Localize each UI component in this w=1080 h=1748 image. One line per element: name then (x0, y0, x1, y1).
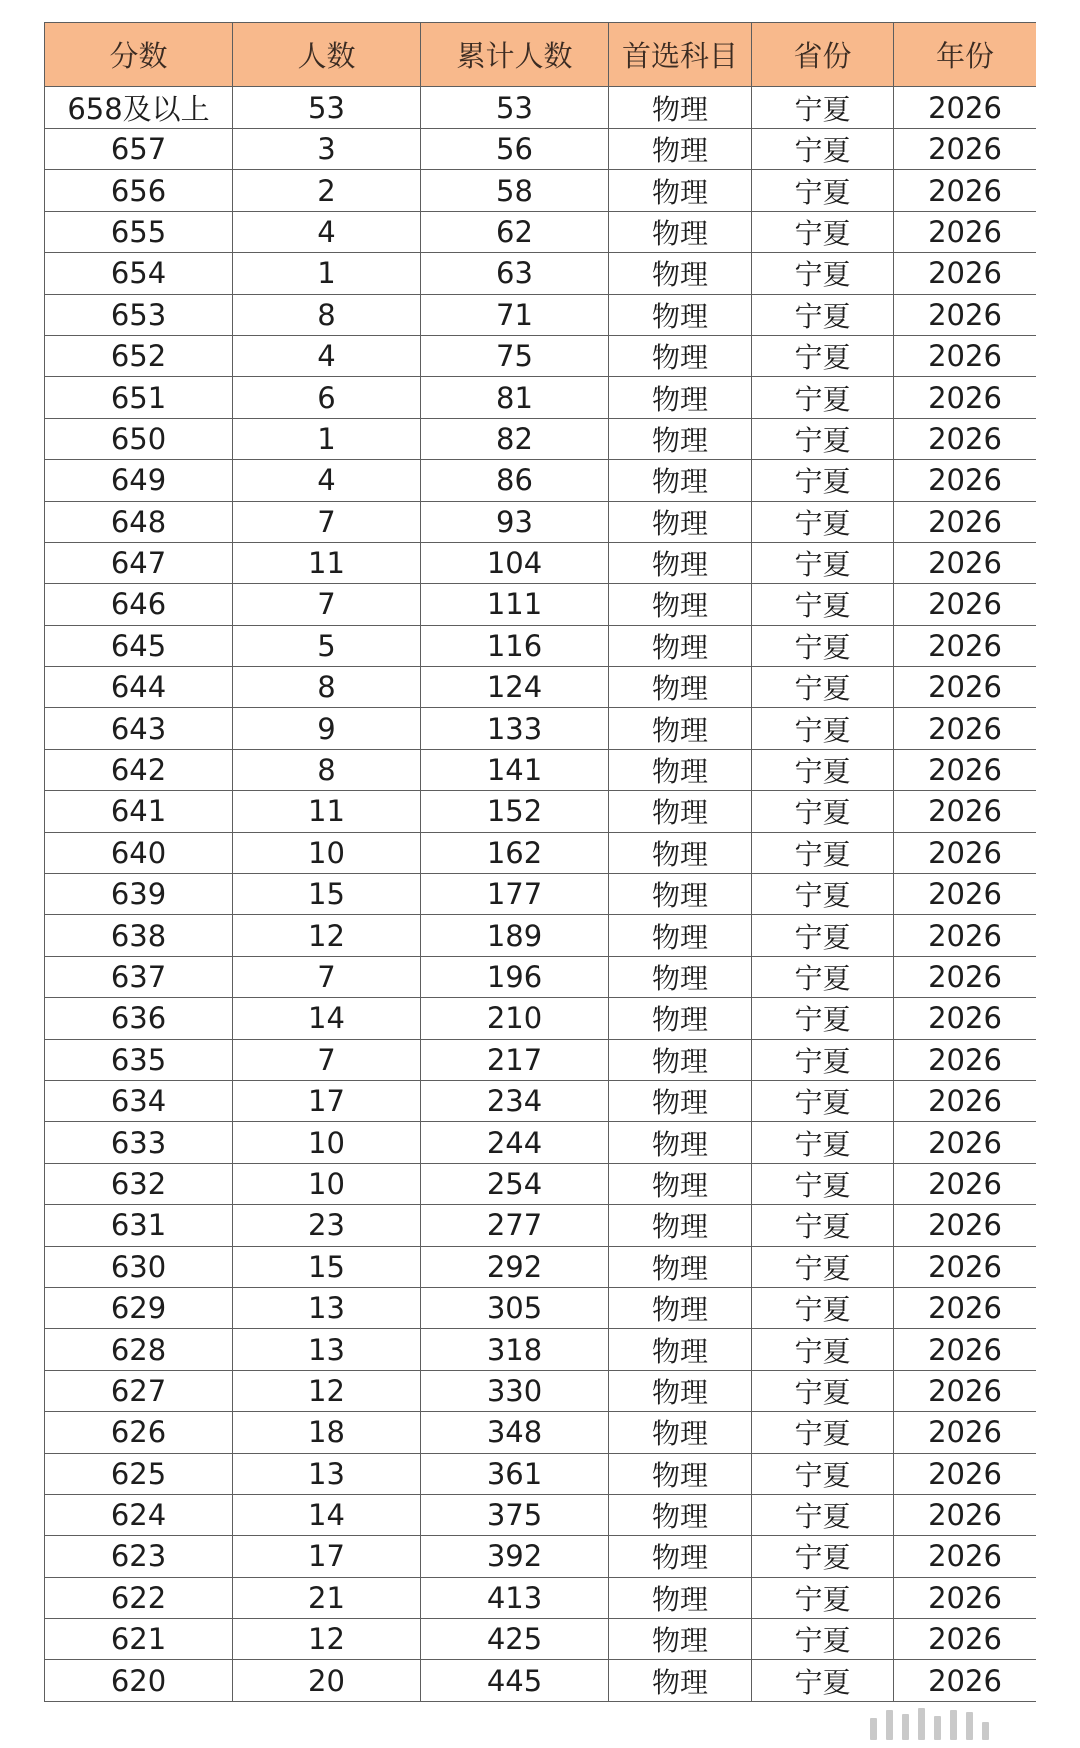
cell-count: 5 (233, 625, 421, 666)
cell-province: 宁夏 (752, 915, 894, 956)
cell-year: 2026 (894, 1370, 1037, 1411)
cell-subject: 物理 (609, 418, 752, 459)
cell-count: 8 (233, 667, 421, 708)
cell-year: 2026 (894, 915, 1037, 956)
cell-year: 2026 (894, 335, 1037, 376)
score-distribution-table (44, 22, 1036, 1702)
cell-province: 宁夏 (752, 501, 894, 542)
table-row (45, 1329, 1037, 1370)
cell-score: 625 (45, 1453, 233, 1494)
cell-subject: 物理 (609, 915, 752, 956)
cell-subject: 物理 (609, 335, 752, 376)
cell-year: 2026 (894, 170, 1037, 211)
cell-province: 宁夏 (752, 956, 894, 997)
cell-count: 4 (233, 211, 421, 252)
cell-subject: 物理 (609, 1080, 752, 1121)
cell-score: 642 (45, 749, 233, 790)
cell-cumulative: 217 (421, 1039, 609, 1080)
table-row (45, 1660, 1037, 1701)
cell-cumulative: 162 (421, 832, 609, 873)
cell-subject: 物理 (609, 129, 752, 170)
table-row (45, 1370, 1037, 1411)
header-row (45, 23, 1037, 87)
cell-year: 2026 (894, 874, 1037, 915)
cell-subject: 物理 (609, 1494, 752, 1535)
cell-score: 627 (45, 1370, 233, 1411)
cell-province: 宁夏 (752, 791, 894, 832)
cell-count: 13 (233, 1287, 421, 1328)
cell-province: 宁夏 (752, 1080, 894, 1121)
cell-cumulative: 330 (421, 1370, 609, 1411)
cell-year: 2026 (894, 832, 1037, 873)
table-row (45, 1453, 1037, 1494)
cell-count: 7 (233, 956, 421, 997)
cell-count: 17 (233, 1536, 421, 1577)
table-row (45, 1536, 1037, 1577)
cell-score: 632 (45, 1163, 233, 1204)
cell-province: 宁夏 (752, 460, 894, 501)
cell-score: 637 (45, 956, 233, 997)
cell-count: 10 (233, 1122, 421, 1163)
table-row (45, 1080, 1037, 1121)
cell-subject: 物理 (609, 1619, 752, 1660)
cell-year: 2026 (894, 87, 1037, 129)
cell-count: 18 (233, 1412, 421, 1453)
cell-cumulative: 348 (421, 1412, 609, 1453)
table-row (45, 749, 1037, 790)
cell-score: 631 (45, 1205, 233, 1246)
cell-province: 宁夏 (752, 667, 894, 708)
cell-count: 12 (233, 915, 421, 956)
cell-year: 2026 (894, 708, 1037, 749)
cell-cumulative: 82 (421, 418, 609, 459)
cell-count: 13 (233, 1329, 421, 1370)
cell-score: 633 (45, 1122, 233, 1163)
cell-province: 宁夏 (752, 584, 894, 625)
cell-province: 宁夏 (752, 998, 894, 1039)
cell-cumulative: 392 (421, 1536, 609, 1577)
cell-subject: 物理 (609, 211, 752, 252)
cell-score: 657 (45, 129, 233, 170)
cell-cumulative: 445 (421, 1660, 609, 1701)
cell-score: 623 (45, 1536, 233, 1577)
cell-year: 2026 (894, 542, 1037, 583)
cell-count: 2 (233, 170, 421, 211)
cell-province: 宁夏 (752, 1660, 894, 1701)
table-row (45, 1163, 1037, 1204)
cell-year: 2026 (894, 294, 1037, 335)
table-row (45, 211, 1037, 252)
cell-year: 2026 (894, 667, 1037, 708)
cell-subject: 物理 (609, 501, 752, 542)
cell-year: 2026 (894, 211, 1037, 252)
table-row (45, 87, 1037, 129)
table-row (45, 170, 1037, 211)
cell-count: 4 (233, 335, 421, 376)
cell-subject: 物理 (609, 542, 752, 583)
cell-year: 2026 (894, 749, 1037, 790)
cell-province: 宁夏 (752, 1246, 894, 1287)
cell-count: 17 (233, 1080, 421, 1121)
cell-province: 宁夏 (752, 1536, 894, 1577)
cell-score: 634 (45, 1080, 233, 1121)
table-row (45, 625, 1037, 666)
cell-count: 13 (233, 1453, 421, 1494)
column-header-count: 人数 (233, 23, 421, 87)
table-row (45, 294, 1037, 335)
cell-subject: 物理 (609, 1412, 752, 1453)
cell-year: 2026 (894, 1494, 1037, 1535)
cell-province: 宁夏 (752, 418, 894, 459)
cell-cumulative: 234 (421, 1080, 609, 1121)
table-row (45, 335, 1037, 376)
column-header-province: 省份 (752, 23, 894, 87)
cell-count: 14 (233, 1494, 421, 1535)
cell-cumulative: 177 (421, 874, 609, 915)
cell-count: 14 (233, 998, 421, 1039)
cell-cumulative: 425 (421, 1619, 609, 1660)
cell-score: 638 (45, 915, 233, 956)
table-row (45, 708, 1037, 749)
cell-score: 649 (45, 460, 233, 501)
table-row (45, 1412, 1037, 1453)
cell-score: 645 (45, 625, 233, 666)
cell-count: 10 (233, 832, 421, 873)
table-row (45, 1246, 1037, 1287)
table-row (45, 874, 1037, 915)
cell-score: 653 (45, 294, 233, 335)
cell-province: 宁夏 (752, 1619, 894, 1660)
cell-cumulative: 104 (421, 542, 609, 583)
cell-score: 656 (45, 170, 233, 211)
cell-subject: 物理 (609, 956, 752, 997)
cell-year: 2026 (894, 418, 1037, 459)
cell-subject: 物理 (609, 1370, 752, 1411)
table-row (45, 584, 1037, 625)
cell-province: 宁夏 (752, 1494, 894, 1535)
cell-cumulative: 93 (421, 501, 609, 542)
cell-subject: 物理 (609, 294, 752, 335)
cell-count: 7 (233, 584, 421, 625)
cell-year: 2026 (894, 1619, 1037, 1660)
cell-count: 6 (233, 377, 421, 418)
cell-cumulative: 189 (421, 915, 609, 956)
cell-subject: 物理 (609, 87, 752, 129)
cell-province: 宁夏 (752, 129, 894, 170)
cell-count: 3 (233, 129, 421, 170)
cell-score: 648 (45, 501, 233, 542)
cell-province: 宁夏 (752, 211, 894, 252)
cell-subject: 物理 (609, 1246, 752, 1287)
cell-year: 2026 (894, 377, 1037, 418)
table-row (45, 460, 1037, 501)
more-images-icon[interactable] (870, 1706, 1020, 1740)
cell-count: 11 (233, 542, 421, 583)
cell-score: 654 (45, 253, 233, 294)
cell-cumulative: 124 (421, 667, 609, 708)
cell-subject: 物理 (609, 1122, 752, 1163)
cell-cumulative: 361 (421, 1453, 609, 1494)
cell-count: 15 (233, 874, 421, 915)
table-row (45, 377, 1037, 418)
cell-province: 宁夏 (752, 1453, 894, 1494)
cell-subject: 物理 (609, 667, 752, 708)
table-row (45, 542, 1037, 583)
score-table-sheet (44, 22, 1036, 1738)
cell-score: 635 (45, 1039, 233, 1080)
column-header-score: 分数 (45, 23, 233, 87)
cell-year: 2026 (894, 129, 1037, 170)
cell-score: 647 (45, 542, 233, 583)
cell-cumulative: 244 (421, 1122, 609, 1163)
cell-cumulative: 58 (421, 170, 609, 211)
cell-cumulative: 210 (421, 998, 609, 1039)
cell-year: 2026 (894, 1329, 1037, 1370)
cell-count: 15 (233, 1246, 421, 1287)
table-row (45, 1039, 1037, 1080)
cell-score: 639 (45, 874, 233, 915)
table-row (45, 915, 1037, 956)
cell-subject: 物理 (609, 460, 752, 501)
cell-province: 宁夏 (752, 377, 894, 418)
cell-subject: 物理 (609, 1163, 752, 1204)
cell-cumulative: 277 (421, 1205, 609, 1246)
table-row (45, 1122, 1037, 1163)
cell-score: 652 (45, 335, 233, 376)
cell-year: 2026 (894, 1080, 1037, 1121)
cell-year: 2026 (894, 1039, 1037, 1080)
cell-subject: 物理 (609, 1039, 752, 1080)
cell-score: 620 (45, 1660, 233, 1701)
cell-count: 1 (233, 418, 421, 459)
cell-cumulative: 116 (421, 625, 609, 666)
cell-count: 4 (233, 460, 421, 501)
cell-year: 2026 (894, 791, 1037, 832)
cell-subject: 物理 (609, 1660, 752, 1701)
cell-year: 2026 (894, 998, 1037, 1039)
cell-score: 621 (45, 1619, 233, 1660)
cell-subject: 物理 (609, 1287, 752, 1328)
cell-score: 622 (45, 1577, 233, 1618)
cell-score: 641 (45, 791, 233, 832)
cell-province: 宁夏 (752, 253, 894, 294)
cell-province: 宁夏 (752, 1329, 894, 1370)
cell-cumulative: 152 (421, 791, 609, 832)
cell-province: 宁夏 (752, 542, 894, 583)
cell-score: 628 (45, 1329, 233, 1370)
column-header-year: 年份 (894, 23, 1037, 87)
cell-province: 宁夏 (752, 1039, 894, 1080)
cell-cumulative: 86 (421, 460, 609, 501)
cell-cumulative: 81 (421, 377, 609, 418)
cell-year: 2026 (894, 1577, 1037, 1618)
cell-year: 2026 (894, 253, 1037, 294)
cell-year: 2026 (894, 625, 1037, 666)
cell-province: 宁夏 (752, 1287, 894, 1328)
cell-subject: 物理 (609, 584, 752, 625)
table-row (45, 501, 1037, 542)
table-body (45, 87, 1037, 1702)
table-row (45, 791, 1037, 832)
cell-year: 2026 (894, 460, 1037, 501)
cell-province: 宁夏 (752, 170, 894, 211)
cell-count: 21 (233, 1577, 421, 1618)
cell-cumulative: 53 (421, 87, 609, 129)
table-header (45, 23, 1037, 87)
cell-year: 2026 (894, 1163, 1037, 1204)
cell-year: 2026 (894, 1660, 1037, 1701)
table-row (45, 1577, 1037, 1618)
cell-count: 10 (233, 1163, 421, 1204)
cell-cumulative: 111 (421, 584, 609, 625)
cell-score: 646 (45, 584, 233, 625)
cell-score: 624 (45, 1494, 233, 1535)
column-header-cumulative: 累计人数 (421, 23, 609, 87)
cell-cumulative: 62 (421, 211, 609, 252)
cell-score: 626 (45, 1412, 233, 1453)
cell-subject: 物理 (609, 832, 752, 873)
cell-score: 643 (45, 708, 233, 749)
cell-count: 53 (233, 87, 421, 129)
cell-subject: 物理 (609, 874, 752, 915)
cell-province: 宁夏 (752, 1412, 894, 1453)
cell-cumulative: 196 (421, 956, 609, 997)
cell-subject: 物理 (609, 749, 752, 790)
cell-cumulative: 63 (421, 253, 609, 294)
cell-score: 640 (45, 832, 233, 873)
cell-cumulative: 56 (421, 129, 609, 170)
cell-cumulative: 305 (421, 1287, 609, 1328)
cell-count: 20 (233, 1660, 421, 1701)
table-row (45, 418, 1037, 459)
cell-province: 宁夏 (752, 1205, 894, 1246)
cell-subject: 物理 (609, 625, 752, 666)
cell-subject: 物理 (609, 1453, 752, 1494)
cell-province: 宁夏 (752, 294, 894, 335)
table-row (45, 832, 1037, 873)
cell-province: 宁夏 (752, 87, 894, 129)
table-row (45, 1494, 1037, 1535)
cell-count: 12 (233, 1370, 421, 1411)
cell-subject: 物理 (609, 998, 752, 1039)
cell-subject: 物理 (609, 791, 752, 832)
cell-subject: 物理 (609, 1536, 752, 1577)
table-row (45, 129, 1037, 170)
cell-count: 9 (233, 708, 421, 749)
table-row (45, 1619, 1037, 1660)
cell-subject: 物理 (609, 1577, 752, 1618)
cell-cumulative: 318 (421, 1329, 609, 1370)
cell-cumulative: 292 (421, 1246, 609, 1287)
table-row (45, 253, 1037, 294)
cell-cumulative: 75 (421, 335, 609, 376)
cell-score: 629 (45, 1287, 233, 1328)
cell-year: 2026 (894, 1536, 1037, 1577)
cell-year: 2026 (894, 956, 1037, 997)
cell-province: 宁夏 (752, 749, 894, 790)
cell-subject: 物理 (609, 1329, 752, 1370)
cell-count: 7 (233, 1039, 421, 1080)
cell-count: 1 (233, 253, 421, 294)
table-row (45, 1205, 1037, 1246)
cell-province: 宁夏 (752, 708, 894, 749)
cell-province: 宁夏 (752, 1122, 894, 1163)
cell-cumulative: 71 (421, 294, 609, 335)
cell-year: 2026 (894, 1246, 1037, 1287)
cell-province: 宁夏 (752, 625, 894, 666)
cell-province: 宁夏 (752, 1370, 894, 1411)
cell-score: 651 (45, 377, 233, 418)
cell-count: 7 (233, 501, 421, 542)
cell-score: 644 (45, 667, 233, 708)
cell-province: 宁夏 (752, 335, 894, 376)
cell-score: 650 (45, 418, 233, 459)
cell-province: 宁夏 (752, 832, 894, 873)
cell-count: 23 (233, 1205, 421, 1246)
cell-year: 2026 (894, 584, 1037, 625)
cell-score: 630 (45, 1246, 233, 1287)
cell-year: 2026 (894, 1287, 1037, 1328)
cell-score: 636 (45, 998, 233, 1039)
table-row (45, 956, 1037, 997)
cell-province: 宁夏 (752, 1163, 894, 1204)
cell-year: 2026 (894, 1453, 1037, 1494)
cell-province: 宁夏 (752, 1577, 894, 1618)
cell-year: 2026 (894, 1412, 1037, 1453)
cell-score: 655 (45, 211, 233, 252)
cell-cumulative: 133 (421, 708, 609, 749)
cell-subject: 物理 (609, 377, 752, 418)
cell-year: 2026 (894, 1122, 1037, 1163)
cell-cumulative: 254 (421, 1163, 609, 1204)
table-row (45, 667, 1037, 708)
cell-subject: 物理 (609, 253, 752, 294)
cell-cumulative: 141 (421, 749, 609, 790)
cell-year: 2026 (894, 501, 1037, 542)
cell-cumulative: 375 (421, 1494, 609, 1535)
cell-count: 8 (233, 294, 421, 335)
cell-subject: 物理 (609, 170, 752, 211)
cell-count: 12 (233, 1619, 421, 1660)
table-row (45, 998, 1037, 1039)
cell-count: 11 (233, 791, 421, 832)
cell-subject: 物理 (609, 708, 752, 749)
table-row (45, 1287, 1037, 1328)
cell-year: 2026 (894, 1205, 1037, 1246)
cell-province: 宁夏 (752, 874, 894, 915)
cell-count: 8 (233, 749, 421, 790)
cell-cumulative: 413 (421, 1577, 609, 1618)
column-header-subject: 首选科目 (609, 23, 752, 87)
cell-subject: 物理 (609, 1205, 752, 1246)
cell-score: 658及以上 (45, 87, 233, 129)
